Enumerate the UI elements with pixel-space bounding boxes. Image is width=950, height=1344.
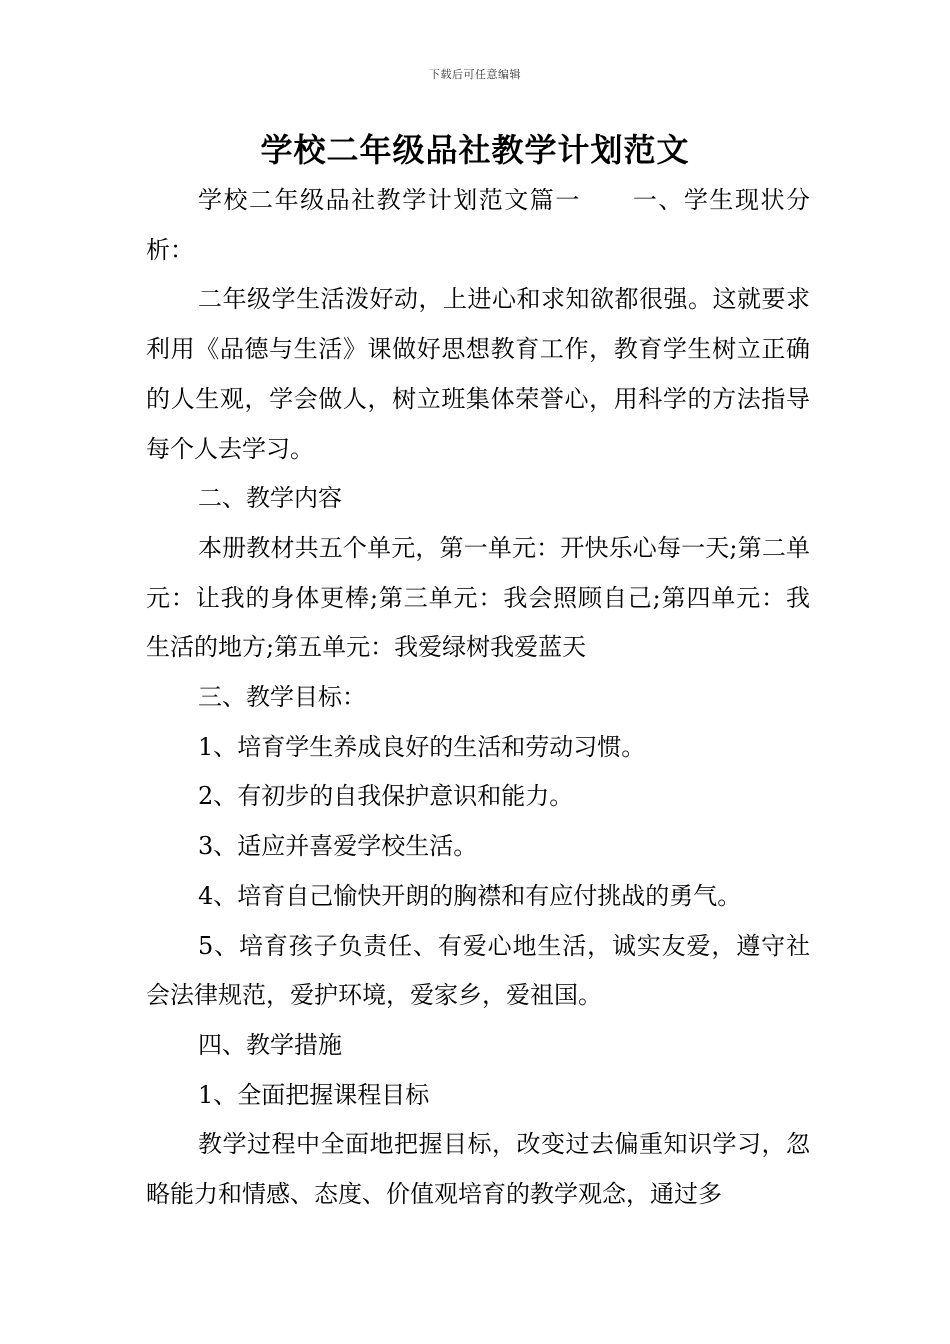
section-heading-content: 二、教学内容 [198,484,342,513]
header-note: 下载后可任意编辑 [429,68,521,81]
goal-item-3: 3、适应并喜爱学校生活。 [198,832,478,861]
goal-item-2: 2、有初步的自我保护意识和能力。 [198,782,574,811]
section-heading-measures: 四、教学措施 [198,1030,342,1059]
measure-item-1: 1、全面把握课程目标 [198,1080,430,1109]
goal-item-4: 4、培育自己愉快开朗的胸襟和有应付挑战的勇气。 [198,881,742,910]
intro-section-heading: 一、学生现状分析： [146,186,811,264]
section-heading-goals: 三、教学目标： [198,683,366,712]
goal-item-5: 5、培育孩子负责任、有爱心地生活，诚实友爱，遵守社会法律规范，爱护环境，爱家乡，爱祖国。 [146,931,810,1010]
paragraph-content: 本册教材共五个单元，第一单元：开快乐心每一天;第二单元：让我的身体更棒;第三单元：我会照顾自己;第四单元：我生活的地方;第五单元：我爱绿树我爱蓝天 [146,533,810,662]
document-body [146,176,810,1220]
intro-heading: 学校二年级品社教学计划范文篇一 [198,186,581,214]
paragraph-student-analysis: 二年级学生活泼好动，上进心和求知欲都很强。这就要求利用《品德与生活》课做好思想教育工作，教育学生树立正确的人生观，学会做人，树立班集体荣誉心，用科学的方法指导每个人去学习。 [146,285,810,463]
intro-paragraph [146,176,810,275]
goal-item-1: 1、培育学生养成良好的生活和劳动习惯。 [198,732,646,761]
paragraph-measure-detail: 教学过程中全面地把握目标，改变过去偏重知识学习，忽略能力和情感、态度、价值观培育的教学观念，通过多 [146,1130,810,1209]
document-title: 学校二年级品社教学计划范文 [260,131,690,169]
